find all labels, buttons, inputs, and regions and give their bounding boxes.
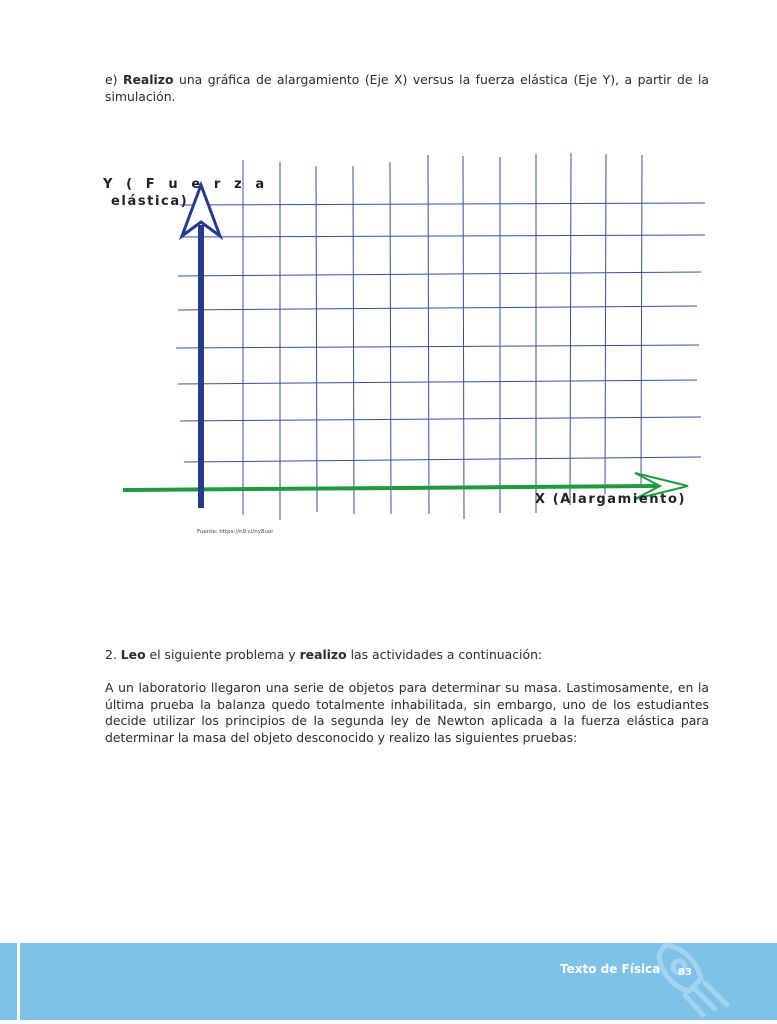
problem-text-2: las actividades a continuación: [346, 647, 543, 662]
problem-number: 2. [105, 647, 121, 662]
grid-v-line-11 [605, 154, 606, 494]
grid-v-line-7 [463, 156, 464, 519]
footer-divider [17, 943, 20, 1020]
grid-vertical-lines [243, 153, 642, 520]
grid-v-line-10 [570, 153, 571, 505]
grid-v-line-3 [316, 166, 317, 512]
grid-v-line-12 [641, 155, 642, 484]
task-e-verb: Realizo [122, 72, 174, 87]
task-e-prefix: e) [105, 72, 123, 87]
x-axis-label: X (Alargamiento) [535, 492, 687, 507]
grid-h-line-2 [180, 235, 705, 237]
problem-verb-1: Leo [120, 647, 146, 662]
y-axis-label: Y ( F u e r z a [103, 177, 269, 192]
grid-h-line-1 [180, 203, 705, 205]
grid-horizontal-lines [176, 203, 705, 462]
grid-h-line-4 [178, 306, 697, 310]
grid-h-line-5 [176, 345, 699, 348]
rocket-icon [655, 943, 755, 1021]
image-source: Fuente: https://n9.cl/ny8uoi [197, 529, 273, 535]
grid-v-line-4 [353, 166, 354, 514]
problem-heading [105, 647, 709, 664]
grid-h-line-8 [184, 457, 701, 462]
problem-verb-2: realizo [299, 647, 347, 662]
y-axis-label-line2: elástica) [111, 194, 189, 209]
problem-text-1: el siguiente problema y [145, 647, 300, 662]
task-e-text: una gráfica de alargamiento (Eje X) versus la fuerza elástica (Eje Y), a partir de la simulación. [105, 72, 710, 104]
grid-h-line-3 [178, 272, 701, 276]
footer-title: Texto de Física [560, 962, 661, 976]
problem-body: A un laboratorio llegaron una serie de objetos para determinar su masa. Lastimosamente, en la última prueba la balanza quedo totalmente inhabilitada, sin embargo, uno de los estudiantes decide utilizar los principios de la segunda ley de Newton aplicada a la fuerza elástica para determinar la masa del objeto desconocido y realizo las siguientes pruebas: [105, 680, 709, 745]
grid-v-line-6 [428, 155, 429, 514]
y-axis-arrow [182, 185, 220, 508]
grid-h-line-6 [178, 380, 697, 384]
grid-h-line-7 [180, 417, 701, 421]
page-number: 83 [678, 967, 692, 978]
grid-v-line-5 [390, 162, 391, 514]
